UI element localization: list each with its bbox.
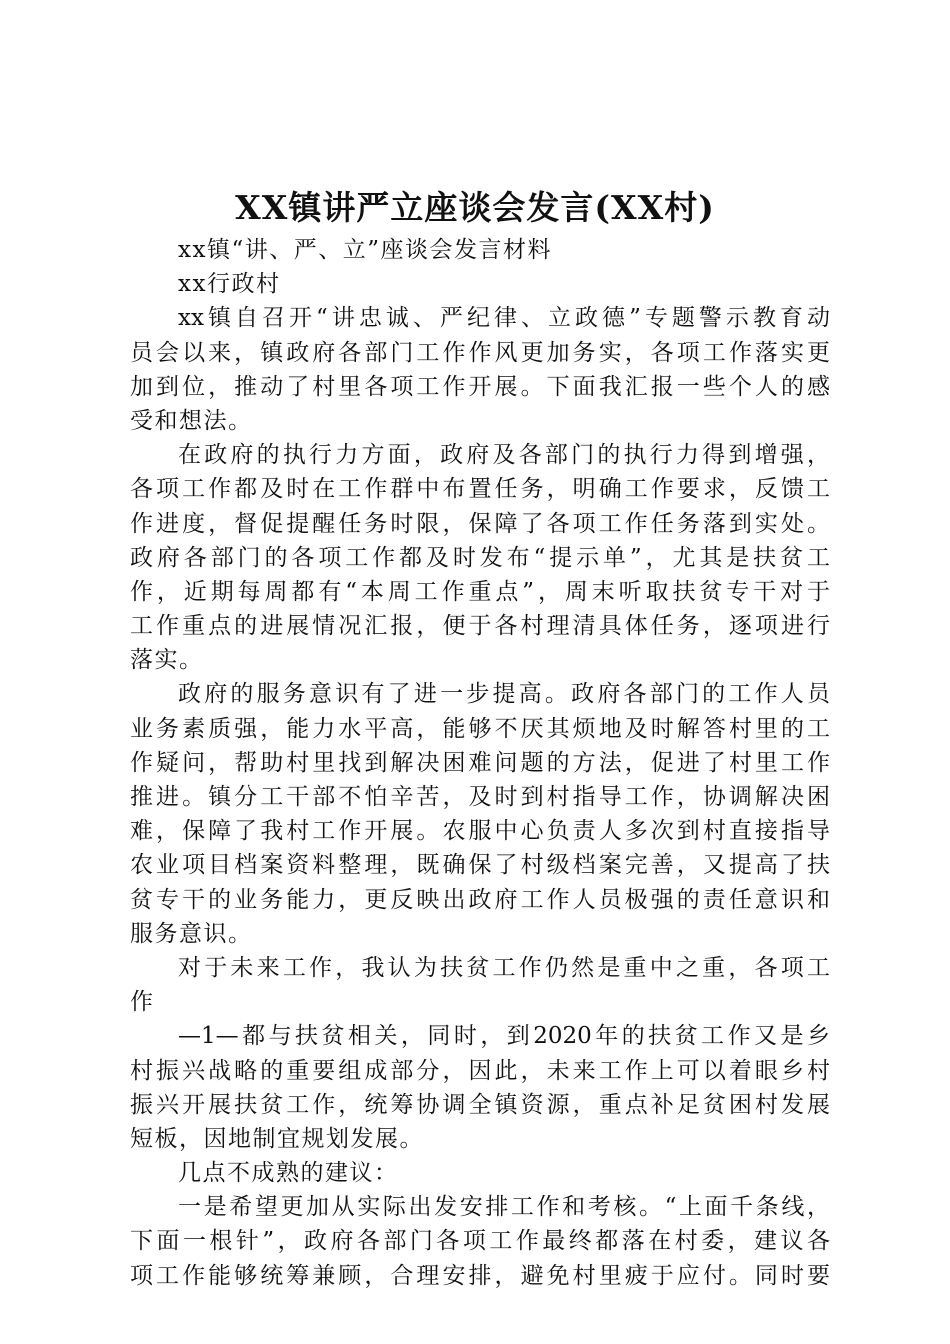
text-line: 作进度，督促提醒任务时限，保障了各项工作任务落到实处。: [130, 510, 830, 537]
text-line: 受和想法。: [130, 407, 253, 434]
text-line: 落实。: [130, 647, 204, 674]
text-line: 短板，因地制宜规划发展。: [130, 1125, 424, 1152]
text-line: 作，近期每周都有“本周工作重点”，周末听取扶贫专干对于: [130, 578, 830, 605]
text-line: 下面一根针”，政府各部门各项工作最终都落在村委，建议各: [130, 1228, 830, 1255]
text-line: —1—都与扶贫相关，同时，到2020年的扶贫工作又是乡: [178, 1023, 830, 1050]
text-line: 作: [130, 989, 155, 1016]
text-line: 在政府的执行力方面，政府及各部门的执行力得到增强，: [178, 442, 830, 469]
text-line: 一是希望更加从实际出发安排工作和考核。“上面千条线，: [178, 1194, 830, 1221]
text-line: xx镇“讲、严、立”座谈会发言材料: [178, 237, 552, 263]
document-body: [130, 233, 830, 1293]
text-line: 推进。镇分工干部不怕辛苦，及时到村指导工作，协调解决困: [130, 784, 830, 810]
text-line: 对于未来工作，我认为扶贫工作仍然是重中之重，各项工: [178, 954, 830, 981]
text-line: 振兴开展扶贫工作，统筹协调全镇资源，重点补足贫困村发展: [130, 1091, 830, 1118]
text-line: xx行政村: [178, 271, 281, 298]
text-line: 贫专干的业务能力，更反映出政府工作人员极强的责任意识和: [130, 886, 830, 913]
text-line: 加到位，推动了村里各项工作开展。下面我汇报一些个人的感: [130, 373, 830, 400]
text-line: 农业项目档案资料整理，既确保了村级档案完善，又提高了扶: [130, 852, 830, 879]
text-line: 几点不成熟的建议：: [178, 1160, 399, 1187]
text-line: 各项工作都及时在工作群中布置任务，明确工作要求，反馈工: [130, 476, 830, 503]
text-line: 政府各部门的各项工作都及时发布“提示单”，尤其是扶贫工: [130, 544, 830, 571]
text-line: 难，保障了我村工作开展。农服中心负责人多次到村直接指导: [130, 818, 830, 845]
document-title: XX镇讲严立座谈会发言(XX村): [235, 188, 715, 227]
text-line: xx镇自召开“讲忠诚、严纪律、立政德”专题警示教育动: [178, 305, 830, 332]
text-line: 服务意识。: [130, 920, 253, 947]
text-line: 村振兴战略的重要组成部分，因此，未来工作上可以着眼乡村: [130, 1057, 830, 1084]
text-line: 作疑问，帮助村里找到解决困难问题的方法，促进了村里工作: [130, 749, 830, 776]
text-line: 项工作能够统筹兼顾，合理安排，避免村里疲于应付。同时要: [130, 1262, 830, 1289]
text-line: 业务素质强，能力水平高，能够不厌其烦地及时解答村里的工: [130, 715, 830, 742]
text-line: 政府的服务意识有了进一步提高。政府各部门的工作人员: [178, 681, 830, 708]
text-line: 员会以来，镇政府各部门工作作风更加务实，各项工作落实更: [130, 339, 830, 366]
text-line: 工作重点的进展情况汇报，便于各村理清具体任务，逐项进行: [130, 613, 830, 640]
